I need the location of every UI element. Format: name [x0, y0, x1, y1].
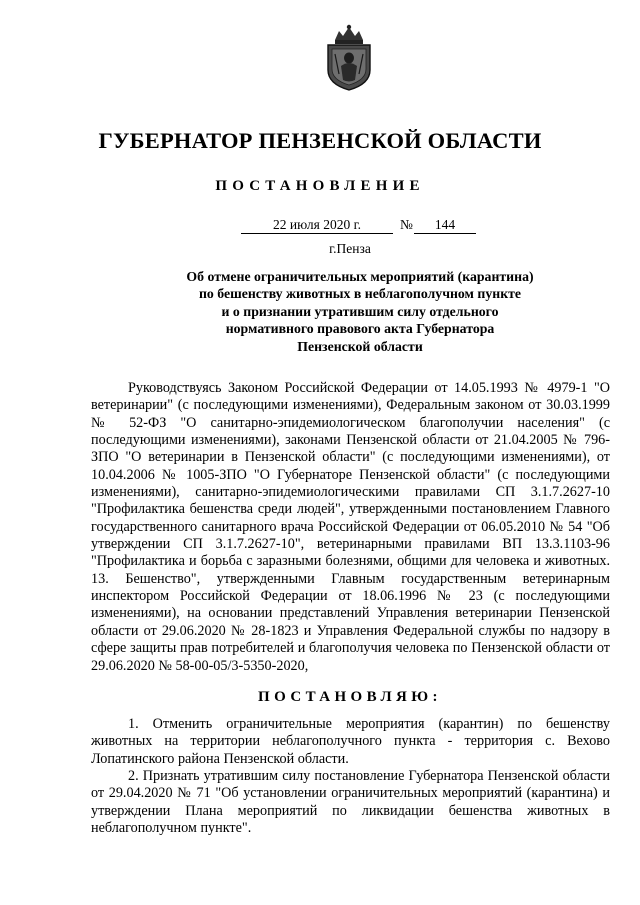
city: г.Пенза [329, 241, 371, 256]
decree-item: 2. Признать утратившим силу постановление Губернатора Пензенской области от 29.04.2020 № 71 "Об установлении ограничительных мероприятий (карантина) и утверждении Плана мероприятий по ликвидации бешенства животных в неблагополучном пункте". [91, 768, 610, 837]
title-line: нормативного правового акта Губернатора [225, 321, 495, 337]
decree-heading: ПОСТАНОВЛЯЮ: [258, 689, 442, 705]
title-line: Пензенской области [297, 338, 423, 354]
issuing-authority: ГУБЕРНАТОР ПЕНЗЕНСКОЙ ОБЛАСТИ [98, 128, 542, 153]
coat-of-arms-icon [321, 22, 377, 92]
date-number-line [0, 216, 640, 238]
title-line: Об отмене ограничительных мероприятий (карантина) [186, 269, 534, 284]
document-date: 22 июля 2020 г. [241, 216, 393, 234]
document-number: 144 [414, 216, 476, 234]
preamble-paragraph: Руководствуясь Законом Российской Федерации от 14.05.1993 № 4979-1 "О ветеринарии" (с последующими изменениями), Федеральным законом от 30.03.1999 № 52-ФЗ "О санитарно-эпидемиологическом благополучии населения" (с последующими изменениями), законами Пензенской области от 21.04.2005 № 796-ЗПО "О ветеринарии в Пензенской области" (с последующими изменениями), от 10.04.2006 № 1005-ЗПО "О Губернаторе Пензенской области" (с последующими изменениями), санитарно-эпидемиологическими правилами СП 3.1.7.2627-10 "Профилактика бешенства среди людей", утвержденными постановлением Главного государственного санитарного врача Российской Федерации от 06.05.2010 № 54 "Об утверждении СП 3.1.7.2627-10", ветеринарными правилами ВП 13.3.1103-96 "Профилактика и борьба с заразными болезнями, общими для человека и животных. 13. Бешенство", утвержденными Главным государственным ветеринарным инспектором Российской Федерации от 18.06.1996 № 23 (с последующими изменениями), на основании представлений Управления ветеринарии Пензенской области от 29.06.2020 № 28-1823 и Управления Федеральной службы по надзору в сфере защиты прав потребителей и благополучия человека по Пензенской области от 29.06.2020 № 58-00-05/3-5350-2020, [91, 380, 610, 674]
title-line: и о признании утратившим силу отдельного [221, 303, 499, 319]
number-sign: № [400, 217, 413, 232]
decree-items [91, 716, 610, 837]
decree-item: 1. Отменить ограничительные мероприятия (карантин) по бешенству животных на территории неблагополучного пункта - территория с. Вехово Лопатинского района Пензенской области. [91, 716, 610, 767]
title-line: по бешенству животных в неблагополучном пункте [198, 286, 522, 302]
preamble [91, 380, 610, 675]
document-title [150, 268, 570, 355]
document-type: ПОСТАНОВЛЕНИЕ [215, 178, 425, 194]
